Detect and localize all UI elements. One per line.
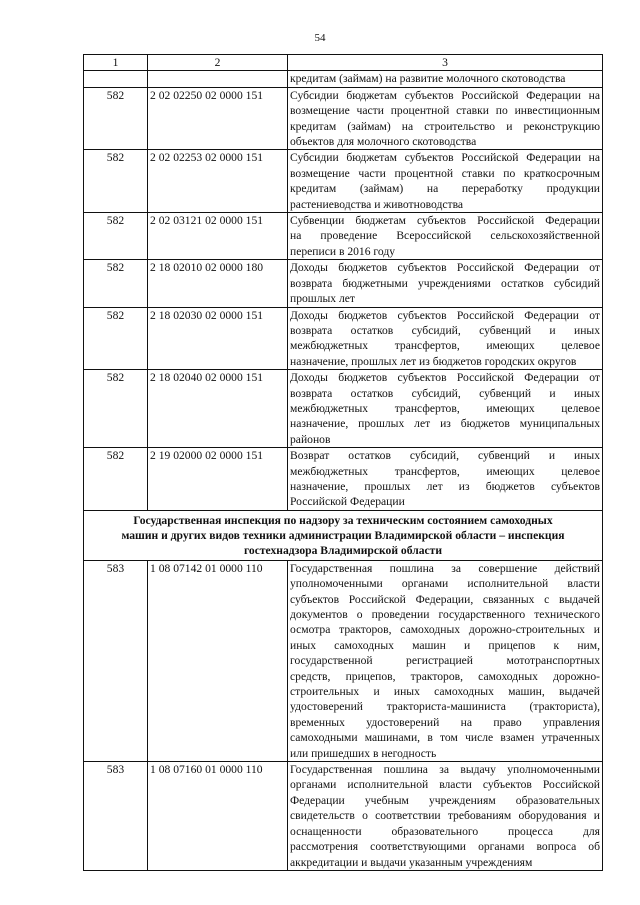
description-line: Субсидии бюджетам субъектов Российской Федерации на bbox=[290, 151, 600, 165]
description-line: межбюджетных трансфертов, имеющих целевое bbox=[290, 339, 600, 353]
table-row bbox=[84, 150, 603, 213]
budget-code-cell: 2 18 02030 02 0000 151 bbox=[148, 307, 288, 370]
table-row bbox=[84, 370, 603, 448]
table-row bbox=[84, 762, 603, 871]
description-line: назначение, прошлых лет из бюджетов субъектов bbox=[290, 479, 600, 493]
description-line: удостоверений тракториста-машиниста (тракториста), bbox=[290, 700, 600, 714]
budget-code-cell: 1 08 07142 01 0000 110 bbox=[148, 560, 288, 761]
description-line: районов bbox=[290, 432, 331, 446]
description-line: растениеводства и животноводства bbox=[290, 197, 464, 211]
description-line: государственной регистрацией мототранспортных bbox=[290, 654, 600, 668]
table-row bbox=[84, 448, 603, 511]
description-line: иных самоходных машин и прицепов к ним, bbox=[290, 638, 600, 652]
description-line: прошлых лет bbox=[290, 292, 355, 306]
description-line: возврата остатков субсидий, субвенций и иных bbox=[290, 323, 600, 337]
description-line: или пришедших в негодность bbox=[290, 746, 437, 760]
description-line: возмещение части процентной ставки по инвестиционным bbox=[290, 104, 600, 118]
description-cell bbox=[288, 71, 603, 87]
description-line: самоходными машинами, в том числе взамен утраченных bbox=[290, 731, 600, 745]
budget-code-cell bbox=[148, 71, 288, 87]
description-cell bbox=[288, 260, 603, 307]
description-line: объектов для молочного скотоводства bbox=[290, 135, 477, 149]
description-line: документов о проведении государственного технического bbox=[290, 608, 600, 621]
description-cell bbox=[288, 448, 603, 511]
description-line: средств, прицепов, тракторов, самоходных дорожно- bbox=[290, 669, 600, 683]
description-cell bbox=[288, 307, 603, 370]
section-heading-line: машин и других видов техники администрации Владимирской области – инспекция bbox=[121, 528, 565, 542]
table-row bbox=[84, 560, 603, 761]
description-line: Доходы бюджетов субъектов Российской Федерации от bbox=[290, 308, 600, 322]
description-line: уполномоченными органами исполнительной власти bbox=[290, 577, 600, 591]
admin-code-cell: 583 bbox=[84, 560, 148, 761]
section-heading-row bbox=[84, 510, 603, 560]
description-line: органами исполнительной власти субъектов Российской bbox=[290, 778, 600, 792]
table-row bbox=[84, 213, 603, 260]
budget-code-cell: 2 02 03121 02 0000 151 bbox=[148, 213, 288, 260]
description-line: оснащенности образовательного процесса для bbox=[290, 824, 600, 838]
description-line: Государственная пошлина за выдачу уполномоченными bbox=[290, 763, 600, 777]
description-line: свидетельств о соответствии требованиям оборудования и bbox=[290, 809, 600, 823]
admin-code-cell: 582 bbox=[84, 260, 148, 307]
description-line: назначение, прошлых лет из бюджетов городских округов bbox=[290, 354, 577, 368]
description-line: кредитам (займам) на строительство и реконструкцию bbox=[290, 119, 600, 133]
admin-code-cell: 582 bbox=[84, 307, 148, 370]
budget-code-cell: 2 19 02000 02 0000 151 bbox=[148, 448, 288, 511]
description-line: Субвенции бюджетам субъектов Российской Федерации bbox=[290, 214, 600, 228]
description-line: рассмотрения соответствующими органами вопроса об bbox=[290, 840, 600, 854]
description-line: возврата бюджетными учреждениями остатков субсидий bbox=[290, 276, 600, 290]
table-row bbox=[84, 307, 603, 370]
description-line: субъектов Российской Федерации, связанных с выдачей bbox=[290, 592, 600, 606]
table-row bbox=[84, 71, 603, 87]
description-line: аккредитации и выдачи указанным учреждениям bbox=[290, 855, 533, 869]
column-header-3: 3 bbox=[288, 55, 603, 71]
description-line: кредитам (займам) на переработку продукции bbox=[290, 182, 600, 196]
budget-code-cell: 2 18 02040 02 0000 151 bbox=[148, 370, 288, 448]
description-cell bbox=[288, 560, 603, 761]
budget-code-cell: 2 02 02253 02 0000 151 bbox=[148, 150, 288, 213]
description-line: Возврат остатков субсидий, субвенций и иных bbox=[290, 449, 600, 463]
admin-code-cell: 582 bbox=[84, 370, 148, 448]
table-header-row bbox=[84, 55, 603, 71]
description-line: кредитам (займам) на развитие молочного скотоводства bbox=[290, 72, 566, 86]
table-row bbox=[84, 260, 603, 307]
admin-code-cell: 583 bbox=[84, 762, 148, 871]
description-cell bbox=[288, 370, 603, 448]
admin-code-cell: 582 bbox=[84, 150, 148, 213]
description-line: Федерации учебным учреждениям образовательных bbox=[290, 793, 600, 807]
budget-code-cell: 2 18 02010 02 0000 180 bbox=[148, 260, 288, 307]
description-line: назначение, прошлых лет из бюджетов муниципальных bbox=[290, 417, 600, 431]
description-line: Государственная пошлина за совершение действий bbox=[290, 561, 600, 575]
admin-code-cell bbox=[84, 71, 148, 87]
revenue-codes-table bbox=[83, 54, 603, 871]
description-line: строительных и иных самоходных машин, выдачей bbox=[290, 685, 600, 699]
description-line: межбюджетных трансфертов, имеющих целевое bbox=[290, 401, 600, 415]
description-line: Российской Федерации bbox=[290, 495, 405, 509]
table-row bbox=[84, 87, 603, 150]
column-header-2: 2 bbox=[148, 55, 288, 71]
description-line: Доходы бюджетов субъектов Российской Федерации от bbox=[290, 371, 600, 385]
admin-code-cell: 582 bbox=[84, 87, 148, 150]
section-heading-line: Государственная инспекция по надзору за техническим состоянием самоходных bbox=[133, 513, 553, 527]
description-line: межбюджетных трансфертов, имеющих целевое bbox=[290, 464, 600, 478]
admin-code-cell: 582 bbox=[84, 448, 148, 511]
description-line: возмещение части процентной ставки по краткосрочным bbox=[290, 166, 600, 180]
description-line: Доходы бюджетов субъектов Российской Федерации от bbox=[290, 261, 600, 275]
section-heading bbox=[84, 510, 603, 560]
description-line: возврата остатков субсидий, субвенций и иных bbox=[290, 386, 600, 400]
column-header-1: 1 bbox=[84, 55, 148, 71]
description-line: Субсидии бюджетам субъектов Российской Федерации на bbox=[290, 88, 600, 102]
description-cell bbox=[288, 762, 603, 871]
description-line: переписи в 2016 году bbox=[290, 244, 396, 258]
section-heading-line: гостехнадзора Владимирской области bbox=[243, 543, 443, 557]
description-line: осмотра тракторов, самоходных дорожно-строительных и bbox=[290, 623, 600, 637]
description-line: на проведение Всероссийской сельскохозяйственной bbox=[290, 229, 600, 243]
description-cell bbox=[288, 213, 603, 260]
admin-code-cell: 582 bbox=[84, 213, 148, 260]
budget-code-cell: 1 08 07160 01 0000 110 bbox=[148, 762, 288, 871]
description-cell bbox=[288, 150, 603, 213]
description-line: временных удостоверений на право управления bbox=[290, 715, 600, 729]
description-cell bbox=[288, 87, 603, 150]
page-number: 54 bbox=[314, 32, 326, 44]
budget-code-cell: 2 02 02250 02 0000 151 bbox=[148, 87, 288, 150]
